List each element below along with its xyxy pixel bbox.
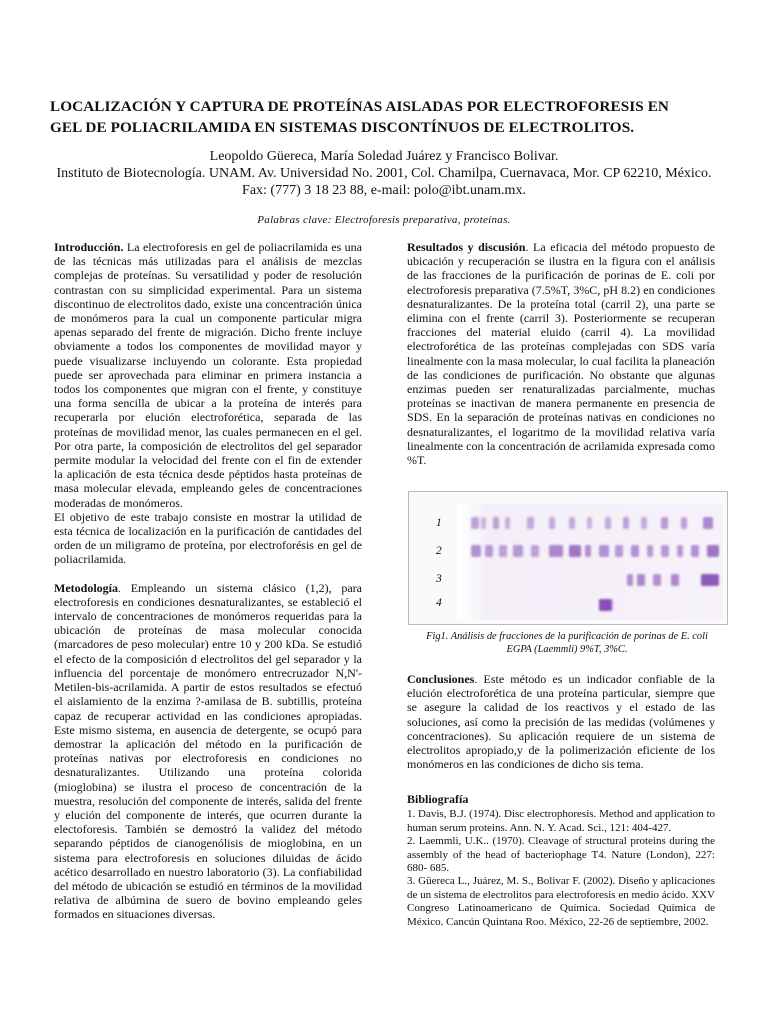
right-column-top xyxy=(407,240,715,467)
author-names: Leopoldo Güereca, María Soledad Juárez y Francisco Bolivar. xyxy=(209,149,559,164)
gel-band xyxy=(481,517,486,529)
gel-band xyxy=(587,517,592,529)
intro-heading: Introducción. xyxy=(54,240,124,254)
author-block xyxy=(40,148,728,199)
gel-band xyxy=(569,517,575,529)
reference-3: 3. Güereca L., Juárez, M. S., Bolivar F. (2002). Diseño y aplicaciones de un sistema de electrolitos para electroforesis en medio ácido. XXV Congreso Latinoamericano de Química. Sociedad Química de México. Cancún Quintana Roo. México, 22-26 de septiembre, 2002. xyxy=(407,875,715,928)
intro-objective: El objetivo de este trabajo consiste en mostrar la utilidad de esta técnica de localización en la purificación de cantidades del orden de un miligramo de proteína, por electroforésis en gel de poliacrilamida. xyxy=(54,509,362,567)
methods-text: . Empleando un sistema clásico (1,2), para electroforesis en condiciones desnaturalizantes, se estableció el intervalo de concentraciones de monómeros requeridas para la ubicación de proteínas de masa molecular conocida (marcadores de peso molecular) entre 10 y 200 kDa. Se estudió el efecto de la composición d electrolitos del gel separador y la influencia del porcentaje de monómero entrecruzador N,N'-Metilen-bis-acrilamida. A partir de estos resultados se efectuó el aislamiento de la enzima ?-amilasa de B. subtillis, proteína capaz de recuperar actividad en las condiciones apropiadas. Este mismo sistema, en ausencia de detergente, se ocupó para demostrar la aplicación del método en la purificación de proteínas nativas por electroforesis en condiciones no desnaturalizantes. Utilizando una proteína colorida (mioglobina) se ilustra el proceso de concentración de la muestra, resolución del componente de interés, salida del frente y elución del componente de interés, que ocurren durante la electoforesis. También se demostró la validez del método separando péptidos de cianogenólisis de mioglobina, en un sistema para electroforesis en soluciones diluidas de ácido acético desarrollado en nuestro laboratorio (3). La confiabilidad del método de ubicación se estudió en términos de la movilidad relativa de albúmina de suero de bovino empleando geles formados en situaciones diversas. xyxy=(54,580,362,922)
gel-band xyxy=(661,517,668,529)
author-affiliation: Instituto de Biotecnología. UNAM. Av. Universidad No. 2001, Col. Chamilpa, Cuernavaca, Mor. CP 62210, México. xyxy=(56,166,712,181)
gel-band xyxy=(493,517,499,529)
gel-band xyxy=(671,574,679,586)
caption-line-1: Fig1. Análisis de fracciones de la purificación de porinas de E. coli xyxy=(426,631,708,642)
lane-label-3: 3 xyxy=(436,573,442,585)
gel-band xyxy=(485,545,493,557)
figure-caption xyxy=(408,630,726,656)
bibliography-heading: Bibliografía xyxy=(407,792,469,806)
keywords: Palabras clave: Electroforesis preparativa, proteínas. xyxy=(257,214,511,226)
conclusions-section xyxy=(407,672,715,771)
gel-band xyxy=(549,517,555,529)
gel-band xyxy=(585,545,591,557)
bibliography-section xyxy=(407,793,715,929)
gel-band xyxy=(513,545,523,557)
gel-band xyxy=(707,545,719,557)
intro-paragraph xyxy=(54,240,362,510)
gel-image xyxy=(409,492,727,624)
gel-band xyxy=(627,574,633,586)
results-text: . La eficacia del método propuesto de ubicación y recuperación se ilustra en la figura con el análisis de las fracciones de la purificación de porinas de E. coli por electroforesis preparativa (7.5%T, 3%C, pH 8.2) en condiciones desnaturalizantes. De la proteína total (carril 2), una parte se elimina con el frente (carril 3). Posteriormente se recuperan fracciones del material eluido (carril 4). La movilidad electroforética de las proteínas complejadas con SDS varía linealmente con la masa molecular, lo cual facilita la planeación de las condiciones de purificación. No obstante que algunas enzimas pueden ser renaturalizadas parcialmente, muchas proteínas se inactivan de manera permanente en presencia de SDS. En la separación de proteínas nativas en condiciones no desnaturalizantes, el logaritmo de la movilidad relativa varía linealmente con la concentración de acrilamida expresada como %T. xyxy=(407,240,715,468)
gel-band xyxy=(681,517,687,529)
lane-label-2: 2 xyxy=(436,545,442,557)
gel-band xyxy=(647,545,653,557)
gel-band xyxy=(527,517,534,529)
caption-line-2: EGPA (Laemmli) 9%T, 3%C. xyxy=(506,644,628,655)
gel-band xyxy=(549,545,563,557)
intro-text: La electroforesis en gel de poliacrilamida es una de las técnicas más utilizadas para el análisis de mezclas complejas de proteínas. Su versatilidad y poder de resolución contrastan con su simplicidad experimental. Para un sistema discontinuo de electrolitos dado, existe una concentración única de monómeros para la cual un componente particular migra apenas separado del frente de migración. Dicho frente incluye obviamente a todos los componentes de movilidad mayor y puede visualizarse incluyendo un colorante. Esta propiedad puede ser aprovechada para eliminar en primera instancia a todos los componentes que migran con el frente, y constituye una forma sencilla de ubicar a la proteína de interés para recuperarla por elución electroforética, separada de las proteínas de movilidad menor, las cuales permanecen en el gel. Por otra parte, la composición de electrolitos del gel separador permite modular la velocidad del frente con el fin de extender la aplicación de esta técnica desde péptidos hasta proteínas de masa molecular elevada, empleando geles de concentraciones moderadas de monómeros. xyxy=(54,240,362,510)
gel-band xyxy=(569,545,581,557)
gel-band xyxy=(691,545,699,557)
gel-band xyxy=(631,545,639,557)
left-column xyxy=(54,240,362,922)
gel-band xyxy=(637,574,645,586)
methods-paragraph xyxy=(54,581,362,922)
results-paragraph xyxy=(407,240,715,467)
gel-band xyxy=(641,517,647,529)
reference-2: 2. Laemmli, U.K.. (1970). Cleavage of structural proteins during the assembly of the head of bacteriophage T4. Nature (London), 227: 680- 685. xyxy=(407,835,715,875)
title-line-1: LOCALIZACIÓN Y CAPTURA DE PROTEÍNAS AISLADAS POR ELECTROFORESIS EN xyxy=(50,98,669,115)
conclusions-heading: Conclusiones xyxy=(407,672,475,686)
gel-figure xyxy=(408,491,728,625)
gel-band xyxy=(623,517,629,529)
methods-heading: Metodología xyxy=(54,580,118,595)
gel-band xyxy=(615,545,623,557)
title-line-2: GEL DE POLIACRILAMIDA EN SISTEMAS DISCONTÍNUOS DE ELECTROLITOS. xyxy=(50,119,635,136)
lane-label-4: 4 xyxy=(436,597,442,609)
gel-band xyxy=(703,517,713,529)
conclusions-text: . Este método es un indicador confiable de la elución electroforética de una proteína particular, siempre que se asegure la calidad de los reactivos y el estado de las soluciones, así como la precisión de las medidas (volúmenes y concentraciones). Su aplicación requiere de un sistema de electrolitos apropiado,y de la polimerización eficiente de los monómeros en las condiciones de dicho sis tema. xyxy=(407,672,715,772)
gel-band xyxy=(653,574,661,586)
gel-band xyxy=(531,545,539,557)
gel-band xyxy=(599,545,609,557)
gel-band xyxy=(677,545,683,557)
gel-band xyxy=(609,599,613,611)
author-contact: Fax: (777) 3 18 23 88, e-mail: polo@ibt.unam.mx. xyxy=(242,183,526,198)
reference-1: 1. Davis, B.J. (1974). Disc electrophoresis. Method and application to human serum proteins. Ann. N. Y. Acad. Sci., 121: 404-427. xyxy=(407,808,715,834)
gel-band xyxy=(505,517,510,529)
paper-title xyxy=(50,96,722,138)
gel-band xyxy=(661,545,669,557)
conclusions-paragraph xyxy=(407,672,715,771)
results-heading: Resultados y discusión xyxy=(407,240,526,254)
gel-band xyxy=(471,545,481,557)
gel-band xyxy=(701,574,719,586)
gel-band xyxy=(499,545,507,557)
lane-label-1: 1 xyxy=(436,517,442,529)
gel-band xyxy=(471,517,479,529)
gel-band xyxy=(605,517,611,529)
